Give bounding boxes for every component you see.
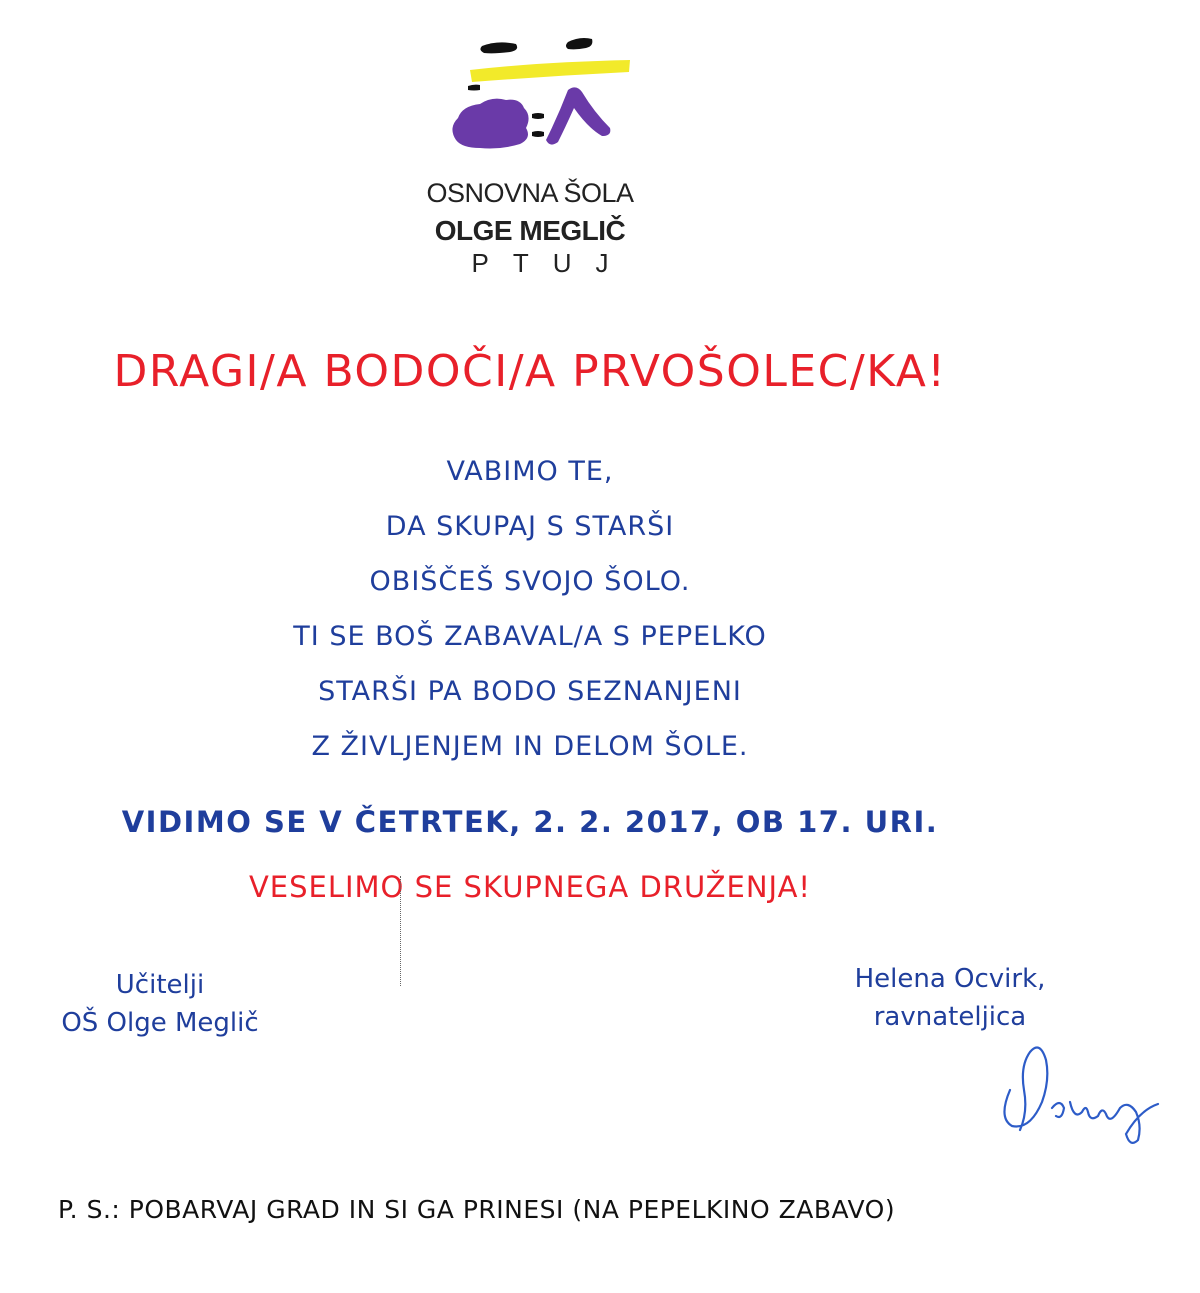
invitation-line: Z ŽIVLJENJEM IN DELOM ŠOLE. xyxy=(311,731,749,762)
invitation-line: DA SKUPAJ S STARŠI xyxy=(385,511,675,542)
school-logo-icon xyxy=(440,36,640,156)
handwritten-signature-icon xyxy=(990,1030,1170,1150)
closing-line: VESELIMO SE SKUPNEGA DRUŽENJA! xyxy=(248,870,812,904)
school-city: PTUJ xyxy=(471,248,633,278)
teachers-label: Učitelji xyxy=(115,970,205,1000)
event-date: VIDIMO SE V ČETRTEK, 2. 2. 2017, OB 17. URI. xyxy=(121,805,939,839)
invitation-text xyxy=(230,448,830,778)
postscript: P. S.: POBARVAJ GRAD IN SI GA PRINESI (NA PEPELKINO ZABAVO) xyxy=(58,1195,896,1224)
divider xyxy=(400,876,401,986)
invitation-line: STARŠI PA BODO SEZNANJENI xyxy=(318,676,742,707)
school-name-line2: OLGE MEGLIČ xyxy=(434,215,626,246)
school-name-line1: OSNOVNA ŠOLA xyxy=(426,178,634,208)
principal-title: ravnateljica xyxy=(873,1002,1027,1032)
page-title: DRAGI/A BODOČI/A PRVOŠOLEC/KA! xyxy=(113,346,947,397)
teachers-school: OŠ Olge Meglič xyxy=(61,1008,259,1038)
teachers-signature-block xyxy=(30,966,290,1042)
invitation-line: TI SE BOŠ ZABAVAL/A S PEPELKO xyxy=(293,621,767,652)
invitation-line: VABIMO TE, xyxy=(446,456,614,487)
principal-signature-block xyxy=(820,960,1080,1036)
invitation-line: OBIŠČEŠ SVOJO ŠOLO. xyxy=(369,566,691,597)
principal-name: Helena Ocvirk, xyxy=(854,964,1046,994)
